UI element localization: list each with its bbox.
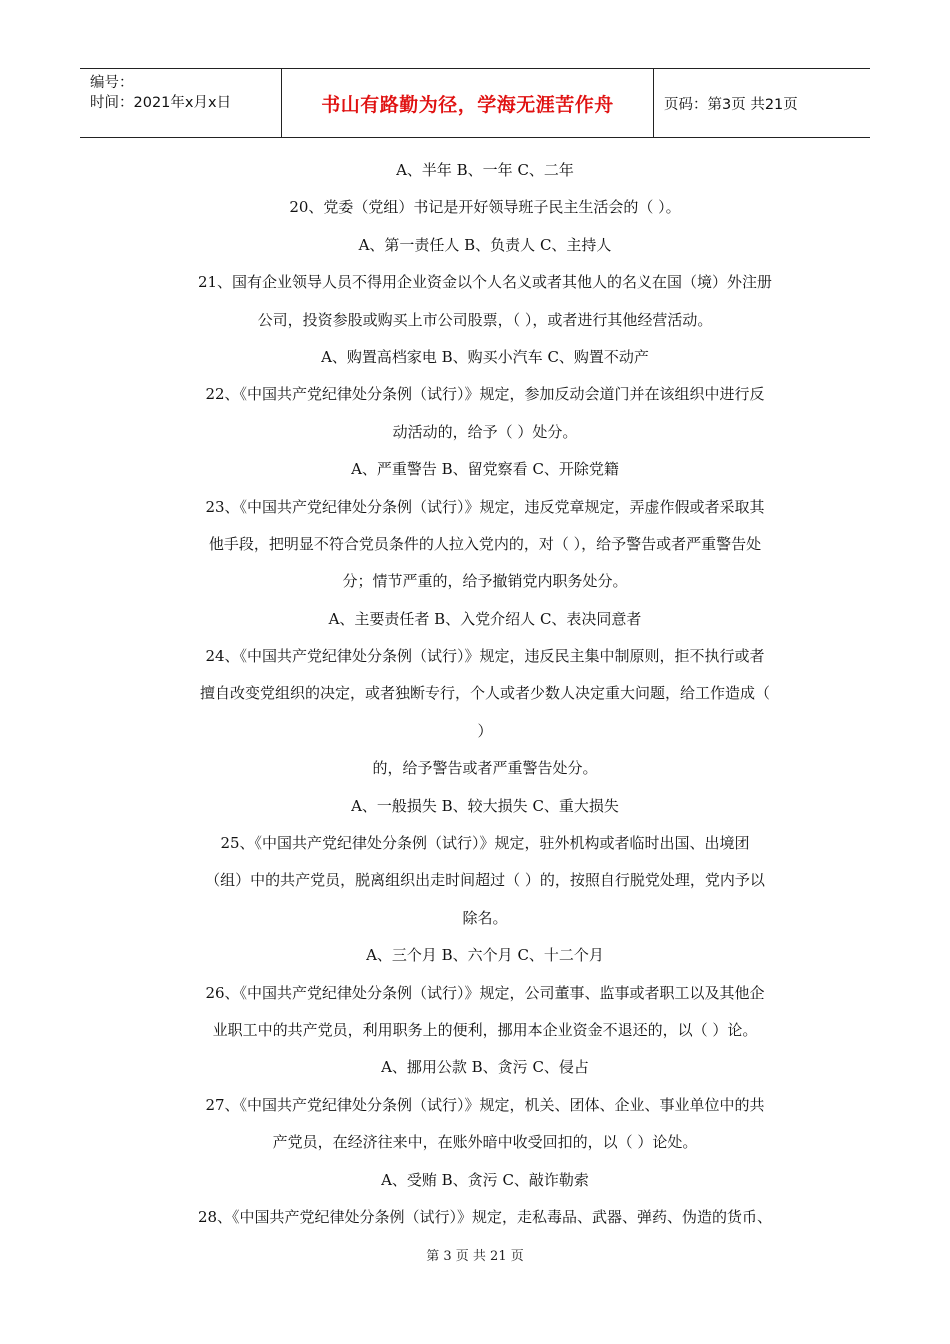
- question-text-line: 22、《中国共产党纪律处分条例（试行）》规定，参加反动会道门并在该组织中进行反: [205, 385, 765, 404]
- question-text-line: （组）中的共产党员，脱离组织出走时间超过（ ）的，按照自行脱党处理，党内予以: [205, 871, 765, 890]
- question-text-line: ）: [477, 721, 493, 740]
- question-text-line: 26、《中国共产党纪律处分条例（试行）》规定，公司董事、监事或者职工以及其他企: [205, 983, 765, 1002]
- header-page-info: 页码：第3页 共21页: [664, 96, 798, 113]
- answer-options-line: A、受贿 B、贪污 C、敲诈勒索: [381, 1170, 589, 1189]
- answer-options-line: A、主要责任者 B、入党介绍人 C、表决同意者: [328, 609, 642, 628]
- header-meta: [80, 69, 282, 137]
- question-text-line: 27、《中国共产党纪律处分条例（试行）》规定，机关、团体、企业、事业单位中的共: [205, 1095, 765, 1114]
- document-body: [160, 152, 810, 1236]
- question-text-line: 25、《中国共产党纪律处分条例（试行）》规定，驻外机构或者临时出国、出境团: [220, 834, 750, 853]
- answer-options-line: A、三个月 B、六个月 C、十二个月: [366, 946, 604, 965]
- question-text-line: 公司，投资参股或购买上市公司股票，（ ），或者进行其他经营活动。: [257, 310, 713, 329]
- question-text-line: 21、国有企业领导人员不得用企业资金以个人名义或者其他人的名义在国（境）外注册: [197, 273, 773, 292]
- document-number-label: 编号：: [90, 75, 134, 91]
- header-motto: 书山有路勤为径，学海无涯苦作舟: [282, 69, 654, 137]
- answer-options-line: A、一般损失 B、较大损失 C、重大损失: [351, 796, 619, 815]
- question-text-line: 擅自改变党组织的决定，或者独断专行，个人或者少数人决定重大问题，给工作造成（: [199, 684, 770, 703]
- question-text-line: 20、党委（党组）书记是开好领导班子民主生活会的（ ）。: [289, 198, 681, 217]
- answer-options-line: A、购置高档家电 B、购买小汽车 C、购置不动产: [321, 347, 649, 366]
- question-text-line: 业职工中的共产党员，利用职务上的便利，挪用本企业资金不退还的，以（ ）论。: [212, 1020, 758, 1039]
- question-text-line: 他手段，把明显不符合党员条件的人拉入党内的，对（ ），给予警告或者严重警告处: [208, 534, 762, 553]
- question-text-line: 28、《中国共产党纪律处分条例（试行）》规定，走私毒品、武器、弹药、伪造的货币、: [197, 1207, 773, 1226]
- question-text-line: 除名。: [462, 908, 508, 927]
- answer-options-line: A、严重警告 B、留党察看 C、开除党籍: [351, 460, 619, 479]
- question-text-line: 分；情节严重的，给予撤销党内职务处分。: [342, 572, 628, 591]
- document-date: 时间：2021年x月x日: [90, 95, 232, 111]
- answer-options-line: A、第一责任人 B、负责人 C、主持人: [358, 235, 612, 254]
- answer-options-line: A、挪用公款 B、贪污 C、侵占: [381, 1058, 589, 1077]
- answer-options-line: A、半年 B、一年 C、二年: [396, 161, 574, 179]
- page-header: [80, 68, 870, 138]
- question-text-line: 产党员，在经济往来中，在账外暗中收受回扣的，以（ ）论处。: [272, 1133, 698, 1152]
- question-text-line: 23、《中国共产党纪律处分条例（试行）》规定，违反党章规定，弄虚作假或者采取其: [205, 497, 765, 516]
- question-text-line: 24、《中国共产党纪律处分条例（试行）》规定，违反民主集中制原则，拒不执行或者: [205, 647, 765, 666]
- page-footer: 第 3 页 共 21 页: [426, 1249, 524, 1264]
- question-text-line: 动活动的，给予（ ）处分。: [392, 422, 578, 441]
- question-text-line: 的，给予警告或者严重警告处分。: [372, 759, 598, 778]
